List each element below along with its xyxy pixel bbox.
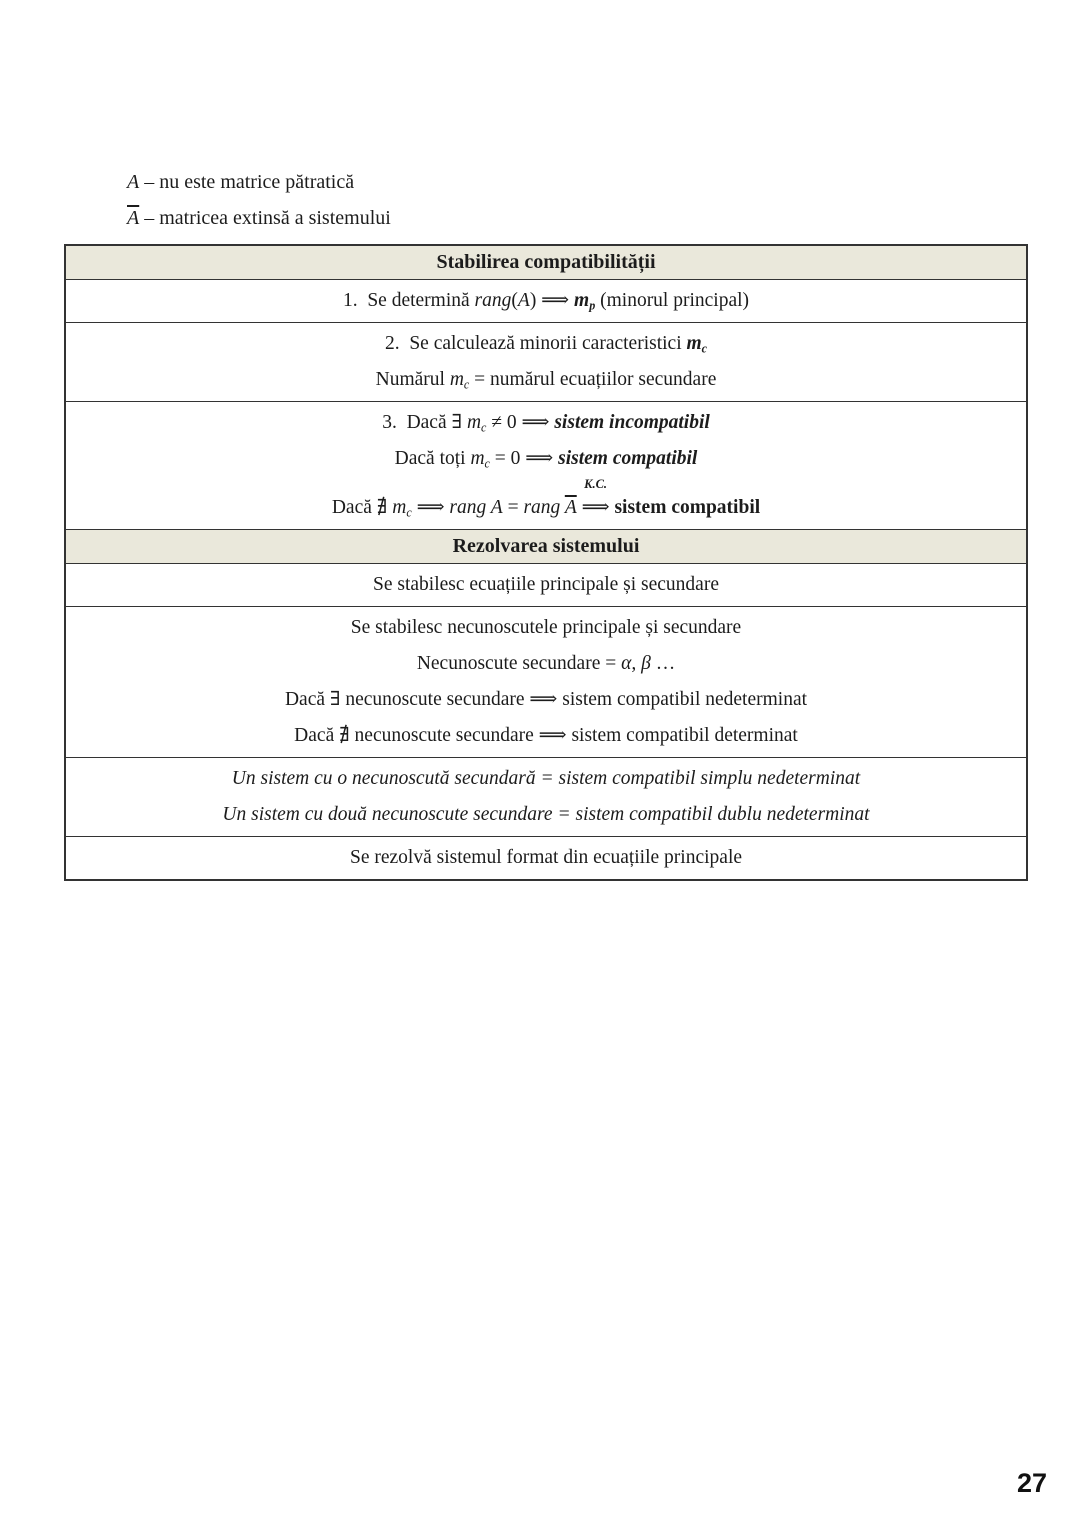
text-segment: sistem incompatibil [554, 412, 710, 433]
table-line [66, 682, 1026, 718]
intro-line [127, 164, 391, 200]
text-segment: Un sistem cu o necunoscută secundară = sistem compatibil simplu nedeterminat [231, 768, 861, 789]
table-row [66, 836, 1026, 879]
table-row [66, 322, 1026, 401]
kc-over-arrow: K.C. ⟹ [581, 477, 610, 518]
text-segment: p [589, 298, 596, 313]
text-segment: rang [474, 290, 512, 311]
table-row [66, 401, 1026, 529]
text-segment: Se stabilesc ecuațiile principale și secundare [373, 574, 719, 595]
text-segment: A [517, 290, 530, 311]
table-line [66, 646, 1026, 682]
text-segment: Se rezolvă sistemul format din ecuațiile principale [349, 847, 743, 868]
text-segment: m [466, 412, 482, 433]
table-line [66, 610, 1026, 646]
text-segment: m [449, 369, 464, 390]
table-line [66, 326, 1026, 362]
text-segment: ⟹ [411, 497, 450, 518]
text-segment: A [127, 171, 140, 193]
text-segment: m [392, 497, 407, 518]
table-line [66, 718, 1026, 754]
text-segment: m [574, 290, 590, 311]
text-segment: = 0 ⟹ [489, 448, 559, 469]
text-segment: 2. Se calculează minorii caracteristici [384, 333, 687, 354]
text-segment: α, β [621, 653, 651, 674]
text-segment: Un sistem cu două necunoscute secundare = sistem compatibil dublu nedeterminat [222, 804, 870, 825]
text-segment: rang A [449, 497, 503, 518]
text-segment: 1. Se determină [342, 290, 475, 311]
text-segment: – nu este matrice pătratică [139, 171, 355, 193]
table-line [66, 249, 1026, 276]
text-segment: ( [511, 290, 518, 311]
text-segment: Rezolvarea sistemului [452, 535, 640, 557]
text-segment: c [481, 420, 487, 435]
text-segment: Numărul [375, 369, 450, 390]
table-line [66, 533, 1026, 560]
table-line [66, 283, 1026, 319]
text-segment: c [406, 505, 412, 520]
text-segment: – matricea extinsă a sistemului [139, 207, 391, 229]
table-line [66, 441, 1026, 477]
table-row [66, 606, 1026, 757]
text-segment: rang [523, 497, 565, 518]
text-segment: = numărul ecuațiilor secundare [469, 369, 717, 390]
text-segment: m [470, 448, 485, 469]
text-segment: Dacă ∄ necunoscute secundare ⟹ sistem compatibil determinat [294, 725, 798, 746]
table-line [66, 761, 1026, 797]
text-segment: m [686, 333, 702, 354]
text-segment: Necunoscute secundare = [416, 653, 622, 674]
text-segment: sistem compatibil [558, 448, 698, 469]
table-line [66, 840, 1026, 876]
text-segment: sistem compatibil [614, 497, 761, 518]
table-line [66, 477, 1026, 526]
table-line [66, 405, 1026, 441]
text-segment: c [701, 341, 708, 356]
text-segment: c [463, 377, 470, 392]
text-segment: … [650, 653, 676, 674]
intro [127, 164, 391, 236]
text-segment: $\overline{A}$ [564, 497, 577, 518]
text-segment: ≠ 0 ⟹ [486, 412, 555, 433]
table-section-header [66, 529, 1026, 563]
page-number: 27 [1016, 1468, 1047, 1498]
intro-line [127, 200, 391, 236]
text-segment: 3. Dacă ∃ [382, 412, 467, 433]
table-row [66, 563, 1026, 606]
table-row [66, 279, 1026, 322]
text-segment: $\overline{A}$ [127, 207, 140, 229]
text-segment: Se stabilesc necunoscutele principale și secundare [350, 617, 742, 638]
table-section-header [66, 246, 1026, 279]
table-row [66, 757, 1026, 836]
compatibility-table [64, 244, 1028, 881]
text-segment: ) ⟹ [529, 290, 575, 311]
text-segment: c [484, 456, 490, 471]
text-segment: Stabilirea compatibilității [436, 251, 656, 273]
text-segment: Dacă ∄ [331, 497, 393, 518]
text-segment: Dacă toți [394, 448, 471, 469]
table-line [66, 797, 1026, 833]
table-line [66, 362, 1026, 398]
text-segment: = [502, 497, 524, 518]
table-line [66, 567, 1026, 603]
text-segment: (minorul principal) [595, 290, 750, 311]
text-segment: Dacă ∃ necunoscute secundare ⟹ sistem compatibil nedeterminat [284, 689, 808, 710]
